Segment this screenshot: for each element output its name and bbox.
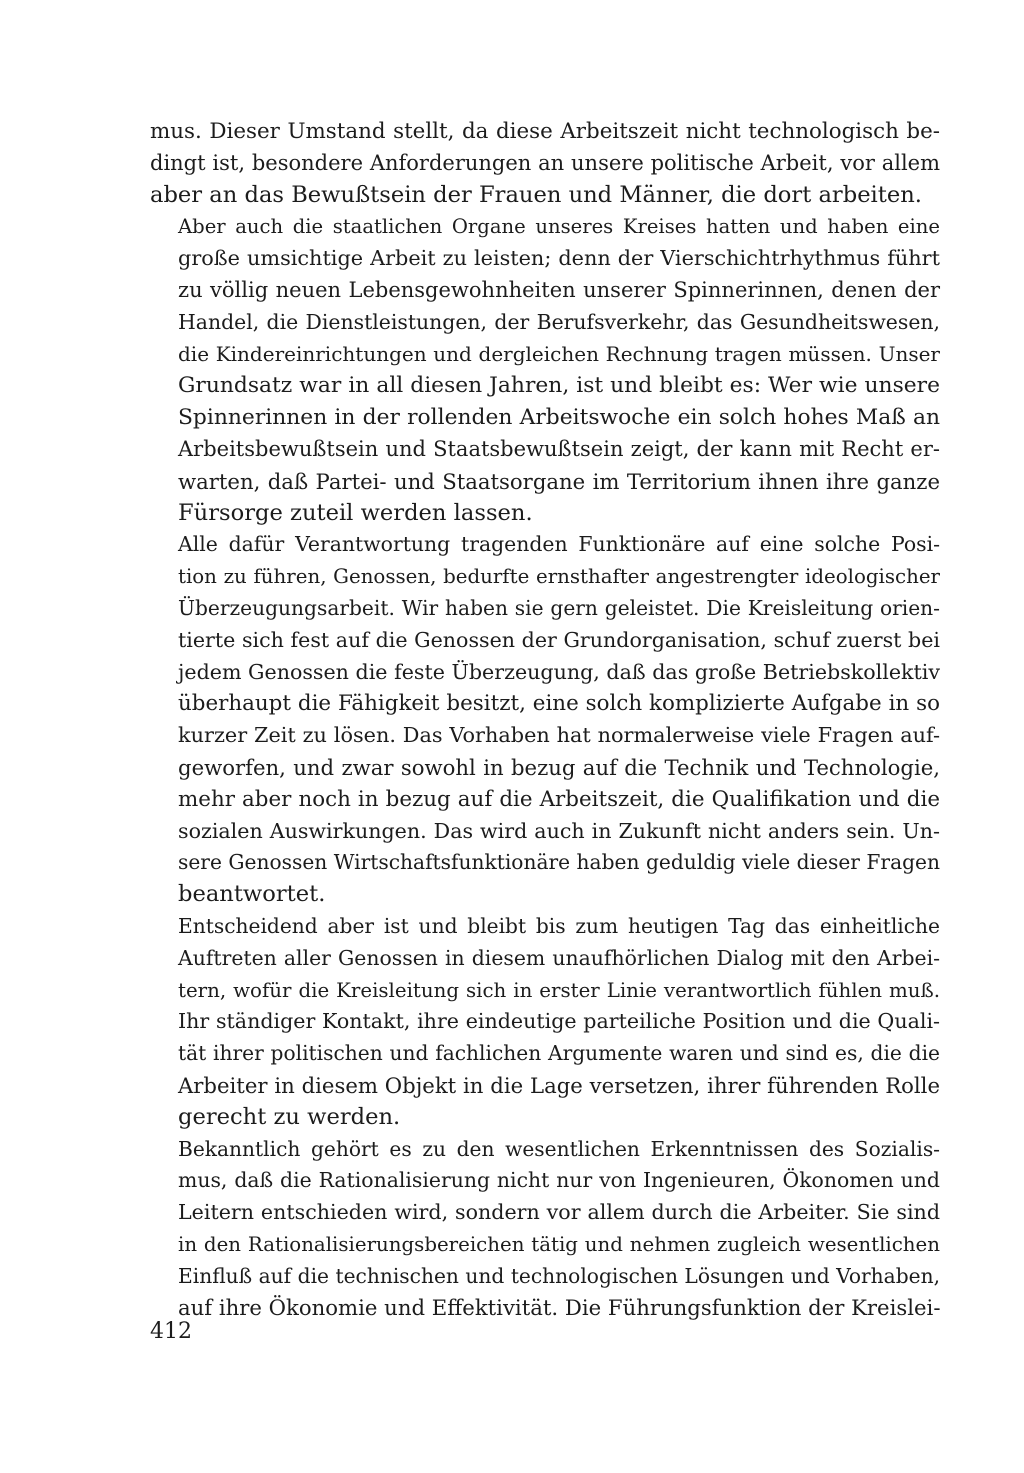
text-line: tierte sich fest auf die Genossen der Grundorganisation, schuf zuerst bei — [178, 627, 940, 652]
text-line: Arbeiter in diesem Objekt in die Lage versetzen, ihrer führenden Rolle — [178, 1072, 940, 1098]
text-line: Handel, die Dienstleistungen, der Berufsverkehr, das Gesundheitswesen, — [178, 309, 940, 334]
text-line: zu völlig neuen Lebensgewohnheiten unserer Spinnerinnen, denen der — [178, 277, 940, 302]
text-line: beantwortet. — [178, 881, 326, 908]
text-line: mus. Dieser Umstand stellt, da diese Arbeitszeit nicht technologisch be- — [150, 119, 940, 144]
text-line: Arbeitsbewußtsein und Staatsbewußtsein zeigt, der kann mit Recht er- — [178, 436, 940, 461]
text-line: sere Genossen Wirtschaftsfunktionäre haben geduldig viele dieser Fragen — [178, 850, 940, 875]
page-number: 412 — [150, 1319, 192, 1344]
text-line: Leitern entschieden wird, sondern vor allem durch die Arbeiter. Sie sind — [178, 1200, 940, 1225]
text-line: in den Rationalisierungsbereichen tätig und nehmen zugleich wesentlichen — [178, 1232, 940, 1256]
text-line: kurzer Zeit zu lösen. Das Vorhaben hat normalerweise viele Fragen auf- — [178, 723, 940, 748]
text-line: geworfen, und zwar sowohl in bezug auf die Technik und Technologie, — [178, 754, 940, 780]
text-line: sozialen Auswirkungen. Das wird auch in Zukunft nicht anders sein. Un- — [178, 818, 940, 843]
text-line: gerecht zu werden. — [178, 1103, 401, 1130]
text-line: tern, wofür die Kreisleitung sich in erster Linie verantwortlich fühlen muß. — [178, 978, 940, 1002]
text-line: Alle dafür Verantwortung tragenden Funktionäre auf eine solche Posi- — [178, 532, 940, 557]
text-line: mehr aber noch in bezug auf die Arbeitszeit, die Qualifikation und die — [178, 786, 940, 812]
paragraph — [150, 211, 940, 529]
text-line: Auftreten aller Genossen in diesem unaufhörlichen Dialog mit den Arbei- — [178, 945, 940, 970]
paragraph — [150, 116, 940, 211]
text-line: Einfluß auf die technischen und technologischen Lösungen und Vorhaben, — [178, 1263, 940, 1288]
text-line: Ihr ständiger Kontakt, ihre eindeutige parteiliche Position und die Quali- — [178, 1009, 940, 1034]
paragraph — [150, 1134, 940, 1325]
paragraph — [150, 911, 940, 1134]
text-line: tion zu führen, Genossen, bedurfte ernsthafter angestrengter ideologischer — [178, 565, 940, 589]
text-line: mus, daß die Rationalisierung nicht nur von Ingenieuren, Ökonomen und — [178, 1168, 940, 1193]
text-line: Spinnerinnen in der rollenden Arbeitswoche ein solch hohes Maß an — [178, 405, 940, 431]
paragraph — [150, 529, 940, 911]
text-line: Grundsatz war in all diesen Jahren, ist und bleibt es: Wer wie unsere — [178, 373, 940, 399]
text-line: aber an das Bewußtsein der Frauen und Männer, die dort arbeiten. — [150, 181, 922, 208]
text-line: Bekanntlich gehört es zu den wesentlichen Erkenntnissen des Sozialis- — [178, 1136, 940, 1161]
text-line: große umsichtige Arbeit zu leisten; denn der Vierschichtrhythmus führt — [178, 246, 940, 271]
text-line: Überzeugungsarbeit. Wir haben sie gern geleistet. Die Kreisleitung orien- — [178, 595, 940, 620]
text-line: Aber auch die staatlichen Organe unseres Kreises hatten und haben eine — [178, 215, 940, 239]
body-text — [150, 116, 940, 1324]
text-line: überhaupt die Fähigkeit besitzt, eine solch komplizierte Aufgabe in so — [178, 691, 940, 717]
text-line: dingt ist, besondere Anforderungen an unsere politische Arbeit, vor allem — [150, 150, 940, 175]
text-line: warten, daß Partei- und Staatsorgane im Territorium ihnen ihre ganze — [178, 468, 940, 494]
text-line: jedem Genossen die feste Überzeugung, daß das große Betriebskollektiv — [178, 659, 940, 684]
text-line: Entscheidend aber ist und bleibt bis zum heutigen Tag das einheitliche — [178, 913, 940, 938]
text-line: die Kindereinrichtungen und dergleichen Rechnung tragen müssen. Unser — [178, 341, 940, 366]
text-line: auf ihre Ökonomie und Effektivität. Die Führungsfunktion der Kreislei- — [178, 1295, 941, 1321]
text-line: Fürsorge zuteil werden lassen. — [178, 499, 533, 526]
text-line: tät ihrer politischen und fachlichen Argumente waren und sind es, die die — [178, 1041, 940, 1066]
